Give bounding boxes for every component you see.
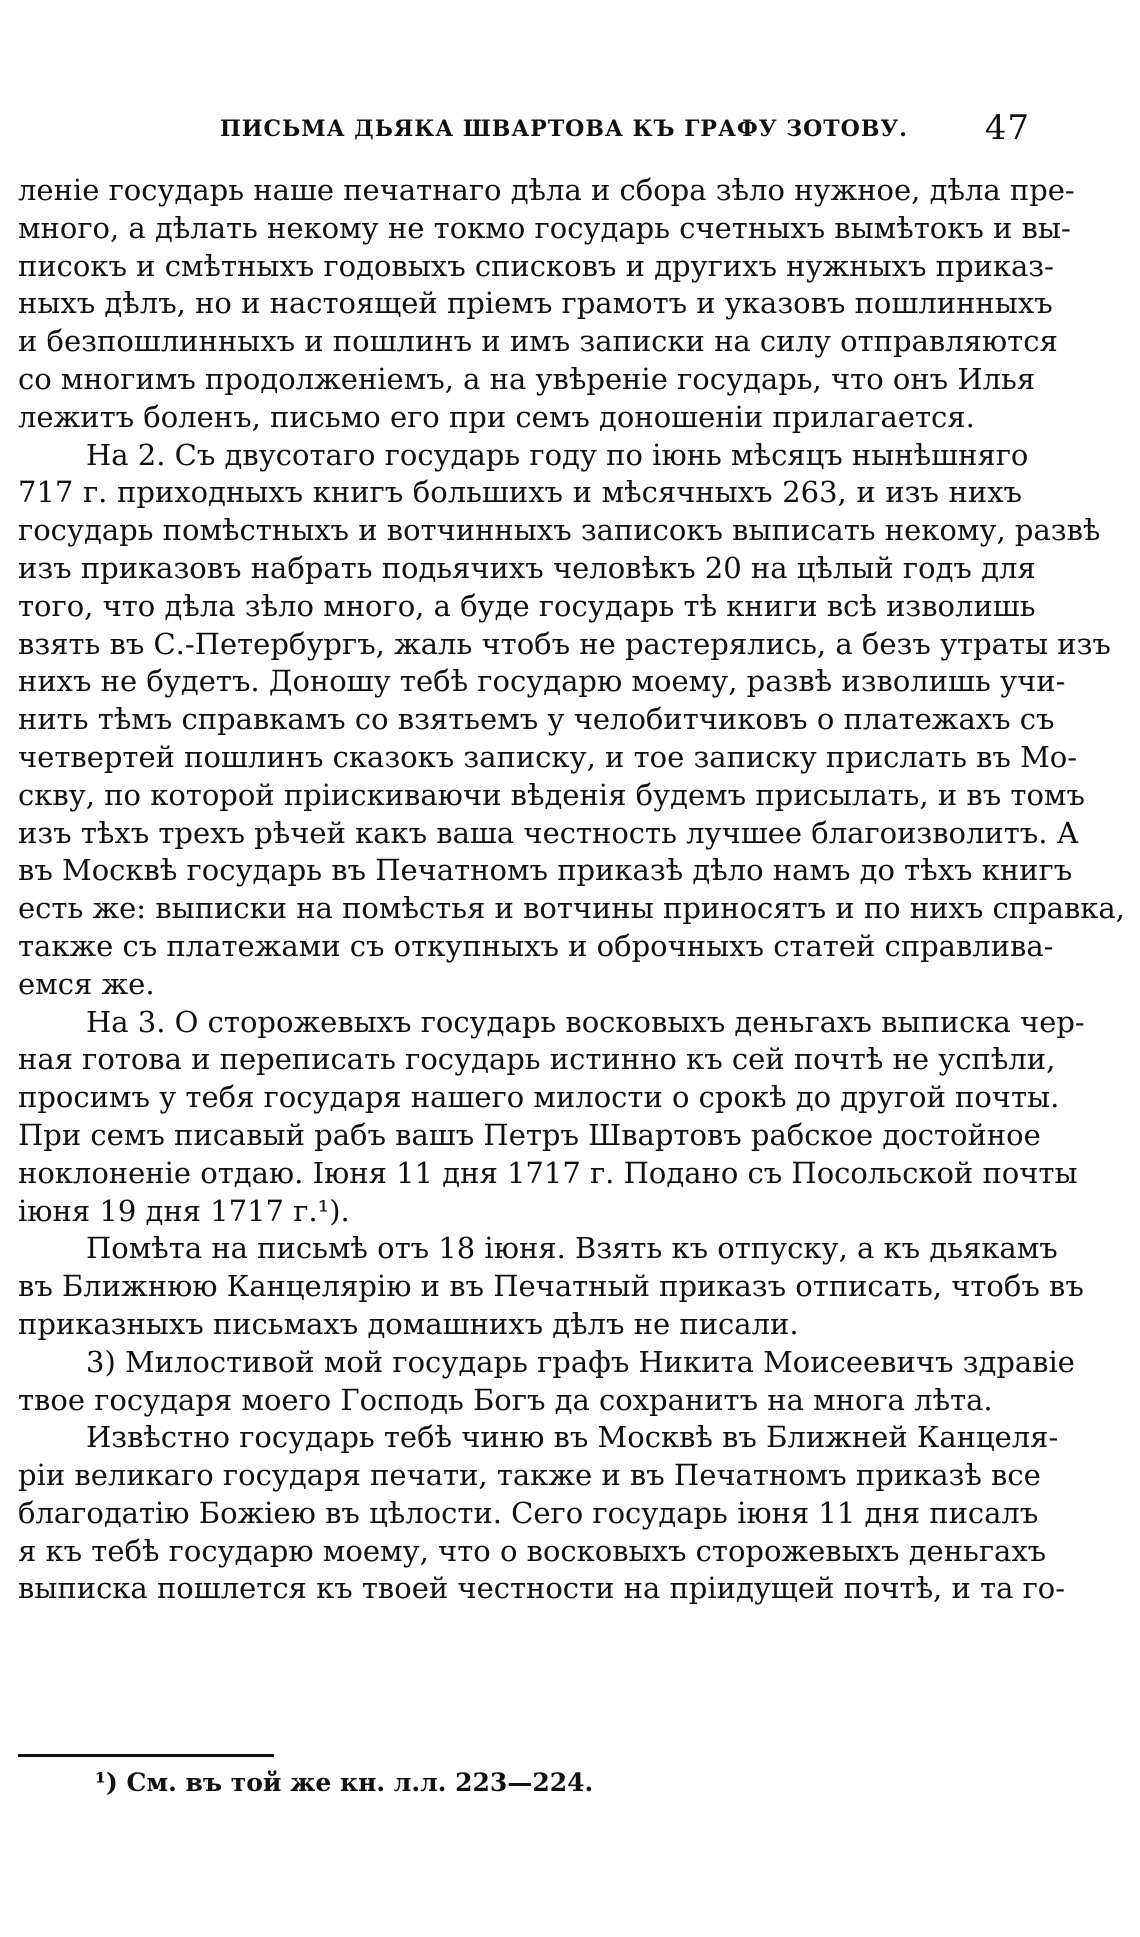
page-number: 47 bbox=[984, 108, 1030, 148]
text-line: писокъ и смѣтныхъ годовыхъ списковъ и другихъ нужныхъ приказ- bbox=[18, 248, 1054, 283]
text-line: нить тѣмъ справкамъ со взятьемъ у челобитчиковъ о платежахъ съ bbox=[18, 702, 1055, 737]
footnote: ¹) См. въ той же кн. л.л. 223—224. bbox=[95, 1768, 594, 1797]
text-line: въ Ближнюю Канцелярію и въ Печатный приказъ отписать, чтобъ въ bbox=[18, 1269, 1084, 1304]
text-line: есть же: выписки на помѣстья и вотчины приносятъ и по нихъ справка, bbox=[18, 891, 1125, 926]
text-line: емся же. bbox=[18, 966, 155, 1001]
text-line: 3) Милостивой мой государь графъ Никита Моисеевичъ здравіе bbox=[86, 1344, 1075, 1379]
body-text bbox=[18, 172, 1125, 1608]
paragraph bbox=[18, 1004, 1085, 1231]
text-line: Помѣта на письмѣ отъ 18 іюня. Взять къ отпуску, а къ дьякамъ bbox=[86, 1231, 1058, 1266]
running-title: ПИСЬМА ДЬЯКА ШВАРТОВА КЪ ГРАФУ ЗОТОВУ. bbox=[220, 116, 908, 142]
paragraph bbox=[18, 172, 1075, 437]
paragraph bbox=[18, 1230, 1084, 1343]
text-line: ріи великаго государя печати, также и въ Печатномъ приказѣ все bbox=[18, 1458, 1041, 1493]
paragraph bbox=[18, 1419, 1066, 1608]
text-line: леніе государь наше печатнаго дѣла и сбора зѣло нужное, дѣла пре- bbox=[18, 173, 1075, 207]
paragraph bbox=[18, 1344, 1075, 1420]
text-line: лежитъ боленъ, письмо его при семъ доношеніи прилагается. bbox=[18, 399, 975, 434]
text-line: іюня 19 дня 1717 г.¹). bbox=[18, 1193, 350, 1228]
text-line: На 2. Съ двусотаго государь году по іюнь мѣсяцъ нынѣшняго bbox=[86, 437, 1029, 472]
text-line: и безпошлинныхъ и пошлинъ и имъ записки на силу отправляются bbox=[18, 324, 1058, 359]
text-line: со многимъ продолженіемъ, а на увѣреніе государь, что онъ Илья bbox=[18, 361, 1036, 396]
text-line: также съ платежами съ откупныхъ и оброчныхъ статей справлива- bbox=[18, 928, 1054, 963]
paragraph bbox=[18, 437, 1125, 1004]
page-header bbox=[130, 108, 1030, 148]
text-line: много, а дѣлать некому не токмо государь счетныхъ вымѣтокъ и вы- bbox=[18, 210, 1071, 245]
text-line: 717 г. приходныхъ книгъ большихъ и мѣсячныхъ 263, и изъ нихъ bbox=[18, 475, 1022, 510]
text-line: четвертей пошлинъ сказокъ записку, и тое записку прислать въ Мо- bbox=[18, 739, 1078, 774]
text-line: взять въ С.-Петербургъ, жаль чтобъ не растерялись, а безъ утраты изъ bbox=[18, 626, 1111, 661]
text-line: ная готова и переписать государь истинно къ сей почтѣ не успѣли, bbox=[18, 1042, 1056, 1077]
text-line: Извѣстно государь тебѣ чиню въ Москвѣ въ Ближней Канцеля- bbox=[86, 1420, 1059, 1455]
text-line: въ Москвѣ государь въ Печатномъ приказѣ дѣло намъ до тѣхъ книгъ bbox=[18, 853, 1073, 888]
text-line: изъ тѣхъ трехъ рѣчей какъ ваша честность лучшее благоизволитъ. А bbox=[18, 815, 1079, 850]
text-line: приказныхъ письмахъ домашнихъ дѣлъ не писали. bbox=[18, 1306, 799, 1341]
text-line: На 3. О сторожевыхъ государь восковыхъ деньгахъ выписка чер- bbox=[86, 1004, 1085, 1039]
text-line: ноклоненіе отдаю. Іюня 11 дня 1717 г. Подано съ Посольской почты bbox=[18, 1155, 1078, 1190]
text-line: выписка пошлется къ твоей честности на пріидущей почтѣ, и та го- bbox=[18, 1571, 1066, 1606]
text-line: ныхъ дѣлъ, но и настоящей пріемъ грамотъ и указовъ пошлинныхъ bbox=[18, 286, 1053, 321]
footnote-rule bbox=[18, 1754, 274, 1757]
text-line: того, что дѣла зѣло много, а буде государь тѣ книги всѣ изволишь bbox=[18, 588, 1036, 623]
text-line: изъ приказовъ набрать подьячихъ человѣкъ 20 на цѣлый годъ для bbox=[18, 550, 1036, 585]
text-line: твое государя моего Господь Богъ да сохранитъ на многа лѣта. bbox=[18, 1382, 993, 1417]
text-line: При семъ писавый рабъ вашъ Петръ Швартовъ рабское достойное bbox=[18, 1117, 1041, 1152]
text-line: благодатію Божіею въ цѣлости. Сего государь іюня 11 дня писалъ bbox=[18, 1495, 1039, 1530]
text-line: нихъ не будетъ. Доношу тебѣ государю моему, развѣ изволишь учи- bbox=[18, 664, 1066, 699]
text-line: я къ тебѣ государю моему, что о восковыхъ сторожевыхъ деньгахъ bbox=[18, 1533, 1047, 1568]
text-line: просимъ у тебя государя нашего милости о срокѣ до другой почты. bbox=[18, 1080, 1060, 1115]
text-line: государь помѣстныхъ и вотчинныхъ записокъ выписать некому, развѣ bbox=[18, 513, 1101, 548]
text-line: скву, по которой пріискиваючи вѣденія будемъ присылать, и въ томъ bbox=[18, 777, 1085, 812]
